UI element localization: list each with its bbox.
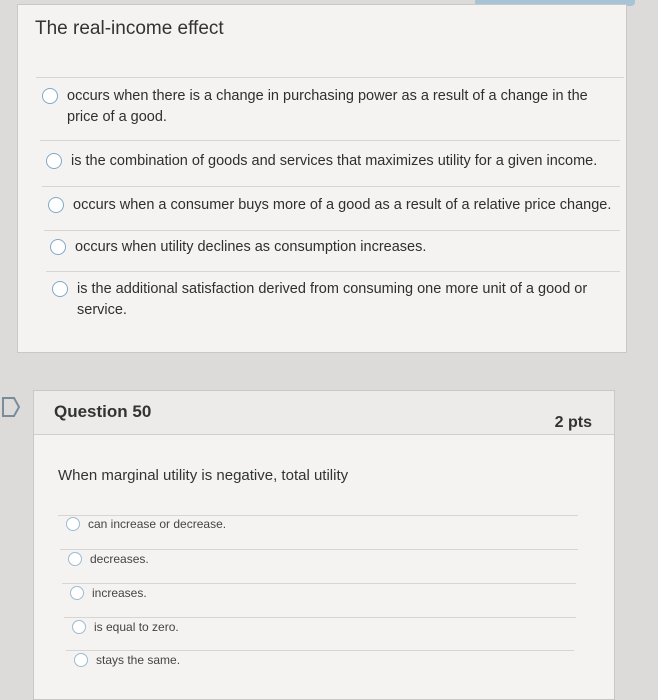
radio-button-icon[interactable]: [66, 517, 80, 531]
answer-option[interactable]: [52, 279, 592, 321]
answer-label: can increase or decrease.: [88, 517, 227, 531]
answer-label: is the additional satisfaction derived from consuming one more unit of a good or service.: [77, 281, 588, 318]
radio-button-icon[interactable]: [72, 620, 86, 634]
answer-label: is the combination of goods and services that maximizes utility for a given income.: [71, 153, 598, 169]
answer-option[interactable]: [46, 151, 616, 172]
divider: [62, 583, 576, 584]
answer-label: increases.: [92, 586, 147, 600]
radio-button-icon[interactable]: [50, 239, 66, 255]
radio-button-icon[interactable]: [48, 197, 64, 213]
answer-label: occurs when there is a change in purchasing power as a result of a change in the price of a good.: [67, 88, 588, 125]
divider: [60, 549, 578, 550]
answer-option[interactable]: [68, 552, 149, 566]
answer-option[interactable]: [70, 586, 147, 600]
question-card: [17, 4, 627, 353]
question-card: [33, 390, 615, 700]
answer-option[interactable]: [42, 86, 602, 128]
divider: [66, 650, 574, 651]
answer-label: decreases.: [90, 552, 149, 566]
divider: [64, 617, 576, 618]
question-points: 2 pts: [554, 414, 592, 431]
answer-label: is equal to zero.: [94, 620, 179, 634]
divider: [42, 186, 620, 187]
radio-button-icon[interactable]: [68, 552, 82, 566]
radio-button-icon[interactable]: [70, 586, 84, 600]
answer-option[interactable]: [66, 517, 226, 531]
divider: [36, 77, 624, 78]
answer-label: occurs when a consumer buys more of a good as a result of a relative price change.: [73, 197, 612, 213]
divider: [44, 230, 620, 231]
answer-option[interactable]: [48, 195, 618, 216]
radio-button-icon[interactable]: [52, 281, 68, 297]
answer-label: occurs when utility declines as consumption increases.: [75, 239, 427, 255]
question-prompt: The real-income effect: [35, 18, 224, 39]
divider: [46, 271, 620, 272]
answer-option[interactable]: [50, 237, 610, 258]
radio-button-icon[interactable]: [74, 653, 88, 667]
divider: [40, 140, 620, 141]
answer-option[interactable]: [74, 653, 180, 667]
radio-button-icon[interactable]: [46, 153, 62, 169]
radio-button-icon[interactable]: [42, 88, 58, 104]
question-prompt: When marginal utility is negative, total utility: [58, 467, 349, 484]
question-number: Question 50: [54, 402, 152, 421]
answer-option[interactable]: [72, 620, 179, 634]
answer-label: stays the same.: [96, 653, 181, 667]
divider: [58, 515, 578, 516]
bookmark-flag-icon[interactable]: [1, 396, 21, 418]
question-header: [34, 391, 614, 435]
